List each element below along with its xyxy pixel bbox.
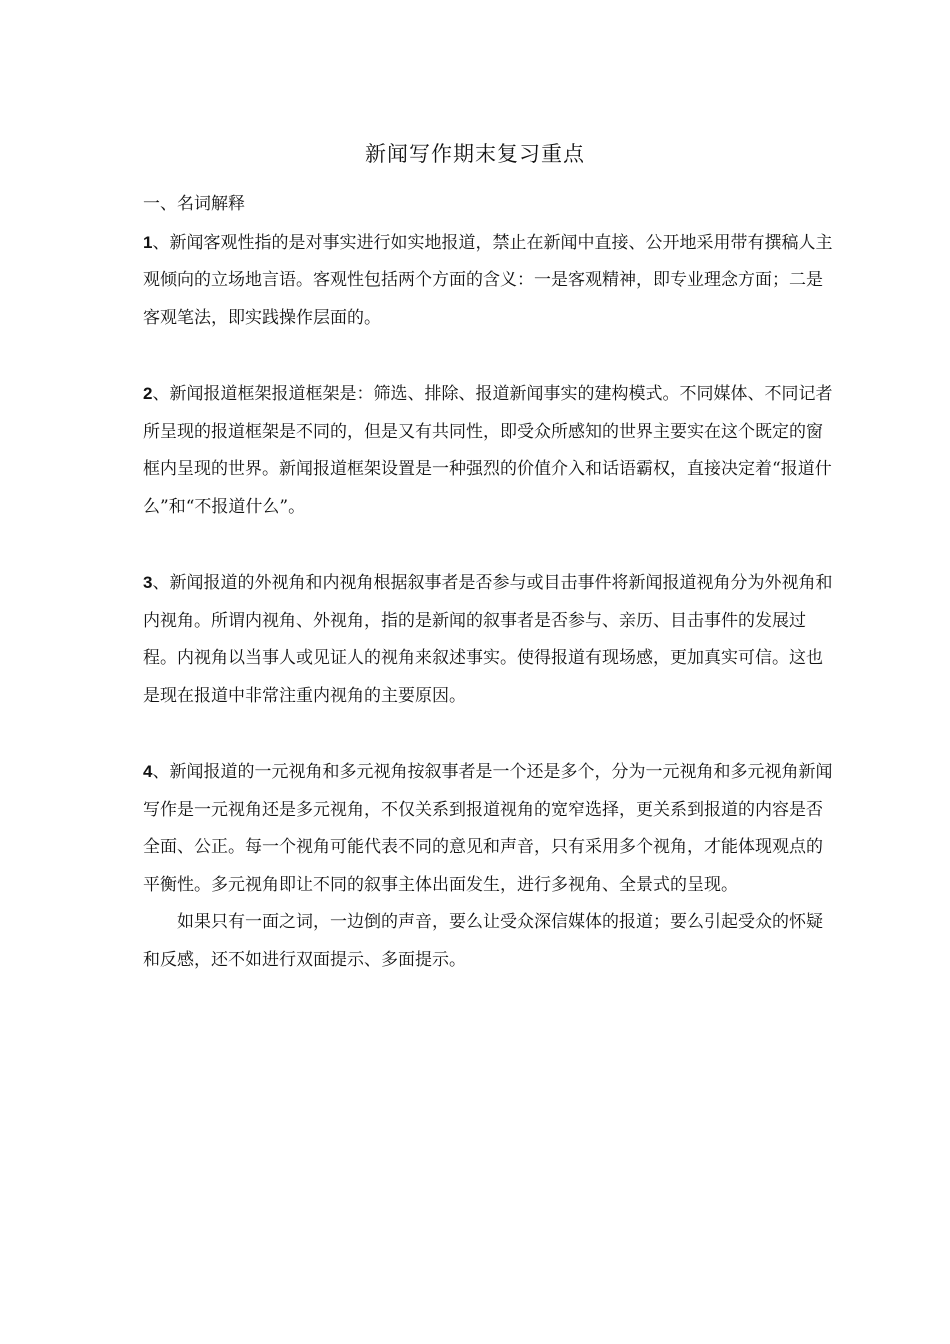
closing-paragraph: 如果只有一面之词，一边倒的声音，要么让受众深信媒体的报道；要么引起受众的怀疑和反感，还不如进行双面提示、多面提示。 [143,912,823,970]
paragraph-gap [143,337,833,375]
document-body [143,186,833,979]
item-text: 、新闻报道的外视角和内视角根据叙事者是否参与或目击事件将新闻报道视角分为外视角和内视角。所谓内视角、外视角，指的是新闻的叙事者是否参与、亲历、目击事件的发展过程。内视角以当事人或见证人的视角来叙述事实。使得报道有现场感，更加真实可信。这也是现在报道中非常注重内视角的主要原因。 [143,573,833,706]
term-item-2 [143,375,833,526]
term-item-1 [143,224,833,338]
paragraph-gap [143,715,833,753]
item-number: 2 [143,384,153,403]
term-item-4 [143,753,833,904]
item-text: 、新闻报道框架报道框架是：筛选、排除、报道新闻事实的建构模式。不同媒体、不同记者所呈现的报道框架是不同的，但是又有共同性，即受众所感知的世界主要实在这个既定的窗框内呈现的世界。新闻报道框架设置是一种强烈的价值介入和话语霸权，直接决定着“报道什么”和“不报道什么”。 [143,384,833,517]
item-number: 3 [143,573,153,592]
item-text: 、新闻报道的一元视角和多元视角按叙事者是一个还是多个，分为一元视角和多元视角新闻写作是一元视角还是多元视角，不仅关系到报道视角的宽窄选择，更关系到报道的内容是否全面、公正。每一个视角可能代表不同的意见和声音，只有采用多个视角，才能体现观点的平衡性。多元视角即让不同的叙事主体出面发生，进行多视角、全景式的呈现。 [143,762,833,895]
item-text: 、新闻客观性指的是对事实进行如实地报道，禁止在新闻中直接、公开地采用带有撰稿人主观倾向的立场地言语。客观性包括两个方面的含义：一是客观精神，即专业理念方面；二是客观笔法，即实践操作层面的。 [143,232,833,328]
item-number: 4 [143,762,153,781]
section-heading: 一、名词解释 [143,194,245,214]
document-title: 新闻写作期末复习重点 [365,142,585,166]
item-number: 1 [143,232,153,252]
paragraph-gap [143,526,833,564]
term-item-3 [143,564,833,715]
